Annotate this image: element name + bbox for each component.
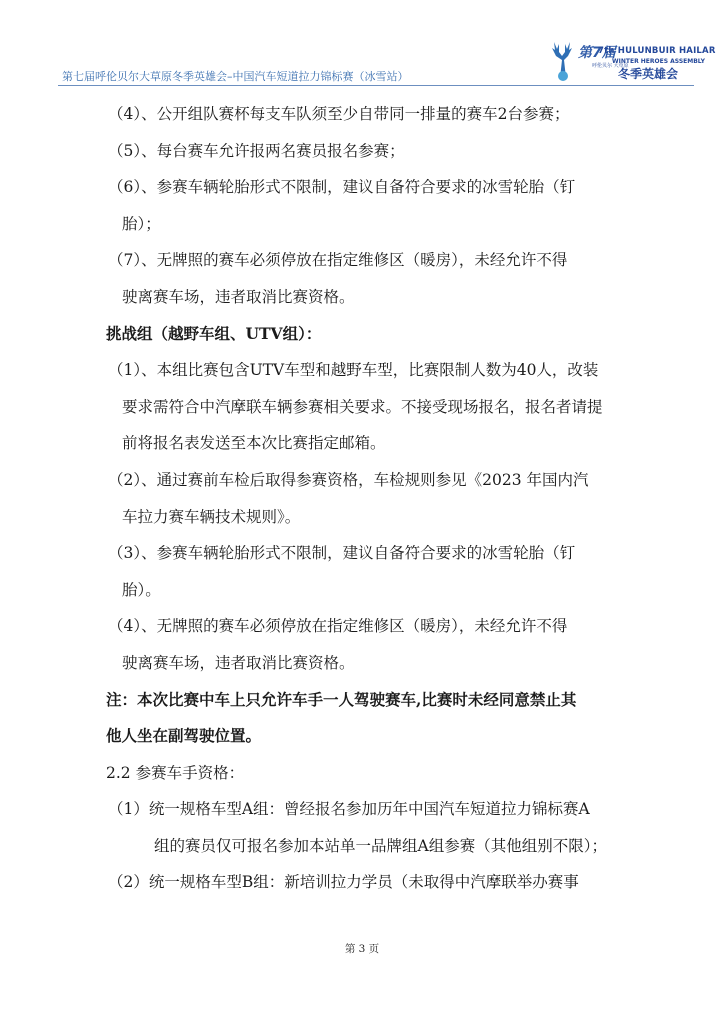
section-heading: 挑战组（越野车组、UTV组）：	[106, 323, 322, 343]
header-title: 第七届呼伦贝尔大草原冬季英雄会–中国汽车短道拉力锦标赛（冰雪站）	[62, 70, 409, 83]
body-line: 组的赛员仅可报名参加本站单一品牌组A组参赛（其他组别不限）；	[154, 836, 607, 855]
body-line: （4）、公开组队赛杯每支车队须至少自带同一排量的赛车2台参赛；	[108, 105, 570, 123]
body-line: （3）、参赛车辆轮胎形式不限制，建议自备符合要求的冰雪轮胎（钉	[108, 544, 576, 563]
page-number: 第 3 页	[344, 943, 380, 955]
logo-english-line1: 7th HULUNBUIR HAILAR	[598, 46, 716, 56]
logo-english-line2: WINTER HEROES ASSEMBLY	[612, 58, 706, 65]
logo-edition: 第7届	[578, 45, 616, 61]
logo-chinese-name: 冬季英雄会	[618, 67, 679, 81]
body-line: （7）、无牌照的赛车必须停放在指定维修区（暖房），未经允许不得	[108, 251, 568, 270]
body-line: 前将报名表发送至本次比赛指定邮箱。	[122, 434, 386, 453]
body-line: 胎）。	[122, 580, 161, 599]
body-line: （1）、本组比赛包含UTV车型和越野车型，比赛限制人数为40人，改装	[108, 361, 599, 380]
body-line: 胎）；	[122, 214, 161, 233]
note-line: 他人坐在副驾驶位置。	[106, 726, 262, 746]
note-line: 注：本次比赛中车上只允许车手一人驾驶赛车,比赛时未经同意禁止其	[106, 689, 577, 709]
logo-sub: 呼伦贝尔 大草原	[592, 63, 629, 69]
body-line: 车拉力赛车辆技术规则》。	[122, 507, 301, 526]
body-line: （2）、通过赛前车检后取得参赛资格，车检规则参见《2023 年国内汽	[108, 470, 589, 489]
header-divider	[58, 85, 694, 86]
section-heading: 2.2 参赛车手资格：	[106, 763, 245, 782]
event-logo	[542, 38, 716, 82]
body-line: （2）统一规格车型B组：新培训拉力学员（未取得中汽摩联举办赛事	[108, 873, 579, 892]
document-body	[108, 96, 668, 901]
body-line: 驶离赛车场，违者取消比赛资格。	[122, 653, 355, 672]
page-header	[58, 36, 716, 88]
body-line: （6）、参赛车辆轮胎形式不限制，建议自备符合要求的冰雪轮胎（钉	[108, 178, 576, 197]
body-line: （4）、无牌照的赛车必须停放在指定维修区（暖房），未经允许不得	[108, 617, 568, 636]
body-line: （5）、每台赛车允许报两名赛员报名参赛；	[108, 141, 405, 160]
body-line: （1）统一规格车型A组：曾经报名参加历年中国汽车短道拉力锦标赛A	[108, 800, 590, 819]
deer-emblem-icon	[542, 38, 582, 82]
body-line: 驶离赛车场，违者取消比赛资格。	[122, 287, 355, 306]
body-line: 要求需符合中汽摩联车辆参赛相关要求。不接受现场报名，报名者请提	[122, 397, 603, 416]
